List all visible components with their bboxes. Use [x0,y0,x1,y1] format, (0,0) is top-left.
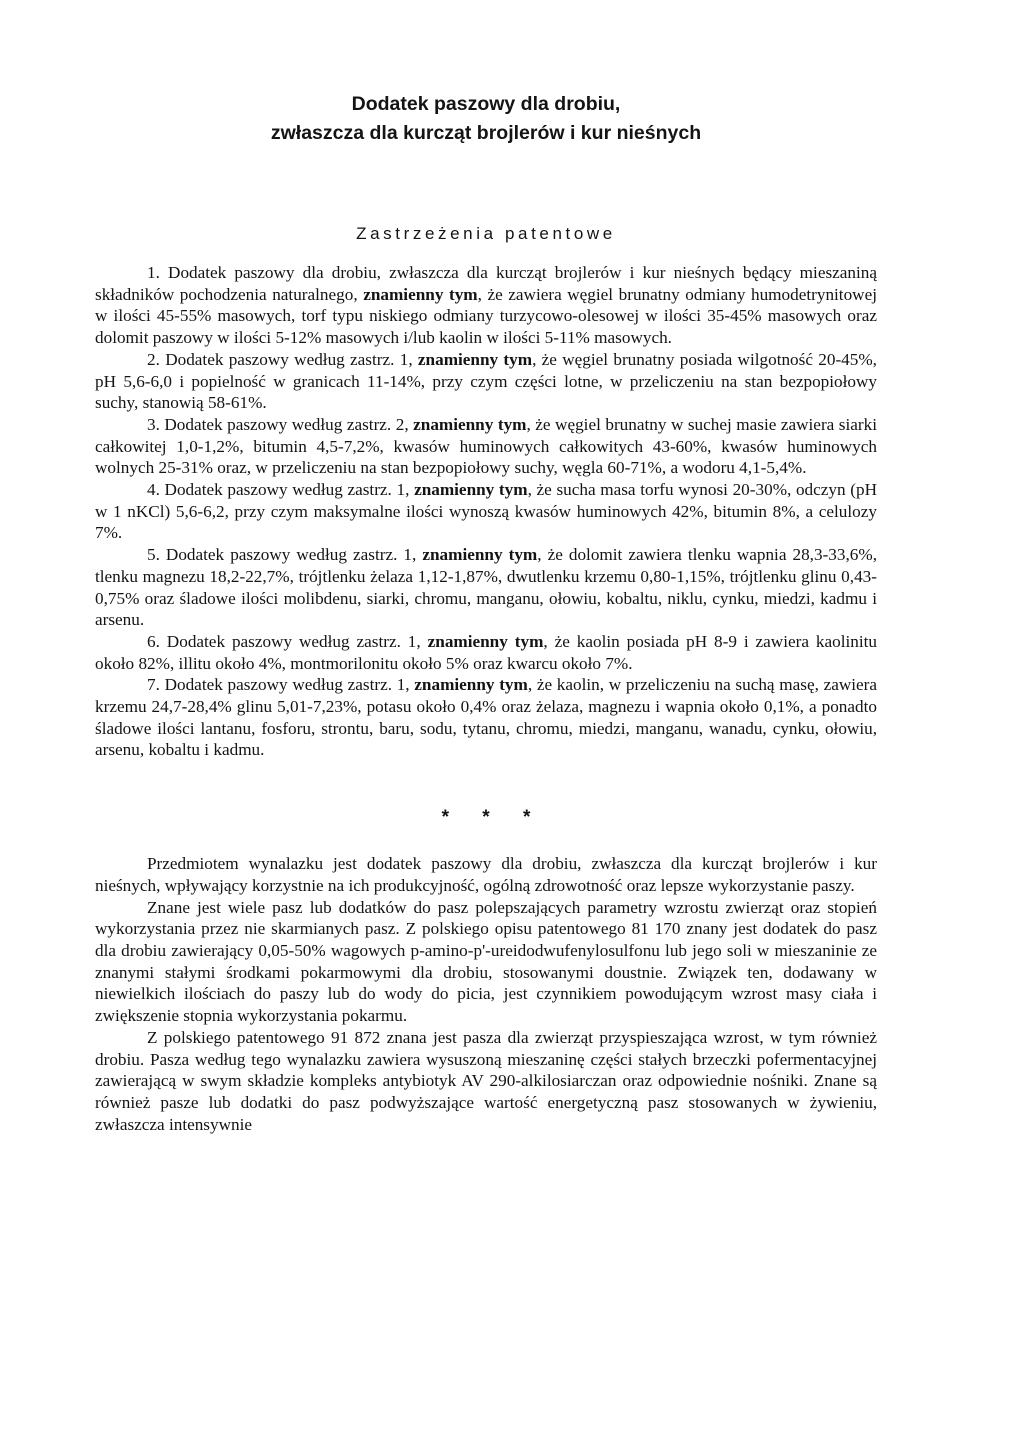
claim-item: 4. Dodatek paszowy według zastrz. 1, znamienny tym, że sucha masa torfu wynosi 20-30%, odczyn (pH w 1 nKCl) 5,6-6,2, przy czym maksymalne ilości wynoszą kwasów huminowych 42%, bitumin 8%, a celulozy 7%. [95,480,877,543]
document-page [95,90,877,1135]
claim-item: 6. Dodatek paszowy według zastrz. 1, znamienny tym, że kaolin posiada pH 8-9 i zawiera kaolinitu około 82%, illitu około 4%, montmorilonitu około 5% oraz kwarcu około 7%. [95,631,877,673]
description-body [95,853,877,1135]
description-paragraph: Przedmiotem wynalazku jest dodatek paszowy dla drobiu, zwłaszcza dla kurcząt brojlerów i kur nieśnych, wpływający korzystnie na ich produkcyjność, ogólną zdrowotność oraz lepsze wykorzystanie paszy. [95,854,877,895]
claim-item: 1. Dodatek paszowy dla drobiu, zwłaszcza dla kurcząt brojlerów i kur nieśnych będący mieszaniną składników pochodzenia naturalnego, znamienny tym, że zawiera węgiel brunatny odmiany humodetrynitowej w ilości 45-55% masowych, torf typu niskiego odmiany turzycowo-olesowej w ilości 35-45% masowych oraz dolomit paszowy w ilości 5-12% masowych i/lub kaolin w ilości 5-11% masowych. [95,263,877,348]
claim-item: 3. Dodatek paszowy według zastrz. 2, znamienny tym, że węgiel brunatny w suchej masie zawiera siarki całkowitej 1,0-1,2%, bitumin 4,5-7,2%, kwasów huminowych całkowitych 43-60%, kwasów huminowych wolnych 25-31% oraz, w przeliczeniu na stan bezpopiołowy suchy, węgla 60-71%, a wodoru 4,1-5,4%. [95,414,877,478]
claims-list [95,262,877,761]
section-separator: * * * [441,807,545,829]
title-line-2: zwłaszcza dla kurcząt brojlerów i kur nieśnych [270,122,702,144]
description-paragraph: Znane jest wiele pasz lub dodatków do pasz polepszających parametry wzrostu zwierząt oraz stopień wykorzystania przez nie skarmianych pasz. Z polskiego opisu patentowego 81 170 znany jest dodatek do pasz dla drobiu zawierający 0,05-50% wagowych p-amino-p'-ureidodwufenylosulfonu lub jego soli w mieszaninie ze znanymi stałymi środkami pokarmowymi dla drobiu, stosowanymi doustnie. Związek ten, dodawany w niewielkich ilościach do paszy lub do wody do picia, jest czynnikiem powodującym wzrost masy ciała i zwiększenie stopnia wykorzystania pokarmu. [95,897,877,1026]
description-paragraph: Z polskiego patentowego 91 872 znana jest pasza dla zwierząt przyspieszająca wzrost, w tym również drobiu. Pasza według tego wynalazku zawiera wysuszoną mieszaninę części stałych brzeczki pofermentacyjnej zawierającą w swym składzie kompleks antybiotyk AV 290-alkilosiarczan oraz odpowiednie nośniki. Znane są również pasze lub dodatki do pasz podwyższające wartość energetyczną pasz stosowanych w żywieniu, zwłaszcza intensywnie [95,1027,877,1134]
claim-item: 5. Dodatek paszowy według zastrz. 1, znamienny tym, że dolomit zawiera tlenku wapnia 28,3-33,6%, tlenku magnezu 18,2-22,7%, trójtlenku żelaza 1,12-1,87%, dwutlenku krzemu 0,80-1,15%, trójtlenku glinu 0,43-0,75% oraz śladowe ilości molibdenu, siarki, chromu, manganu, ołowiu, kobaltu, niklu, cynku, miedzi, kadmu i arsenu. [95,545,877,630]
claim-item: 7. Dodatek paszowy według zastrz. 1, znamienny tym, że kaolin, w przeliczeniu na suchą masę, zawiera krzemu 24,7-28,4% glinu 5,01-7,23%, potasu około 0,4% oraz żelaza, magnezu i wapnia około 0,1%, a ponadto śladowe ilości lantanu, fosforu, strontu, baru, sodu, tytanu, chromu, miedzi, manganu, wanadu, cynku, ołowiu, arsenu, kobaltu i kadmu. [95,675,877,760]
claim-item: 2. Dodatek paszowy według zastrz. 1, znamienny tym, że węgiel brunatny posiada wilgotność 20-45%, pH 5,6-6,0 i popielność w granicach 11-14%, przy czym części lotne, w przeliczeniu na stan bezpopiołowy suchy, stanowią 58-61%. [95,349,877,413]
document-title [95,90,877,148]
title-line-1: Dodatek paszowy dla drobiu, [351,93,621,115]
claims-heading: Zastrzeżenia patentowe [356,224,616,243]
